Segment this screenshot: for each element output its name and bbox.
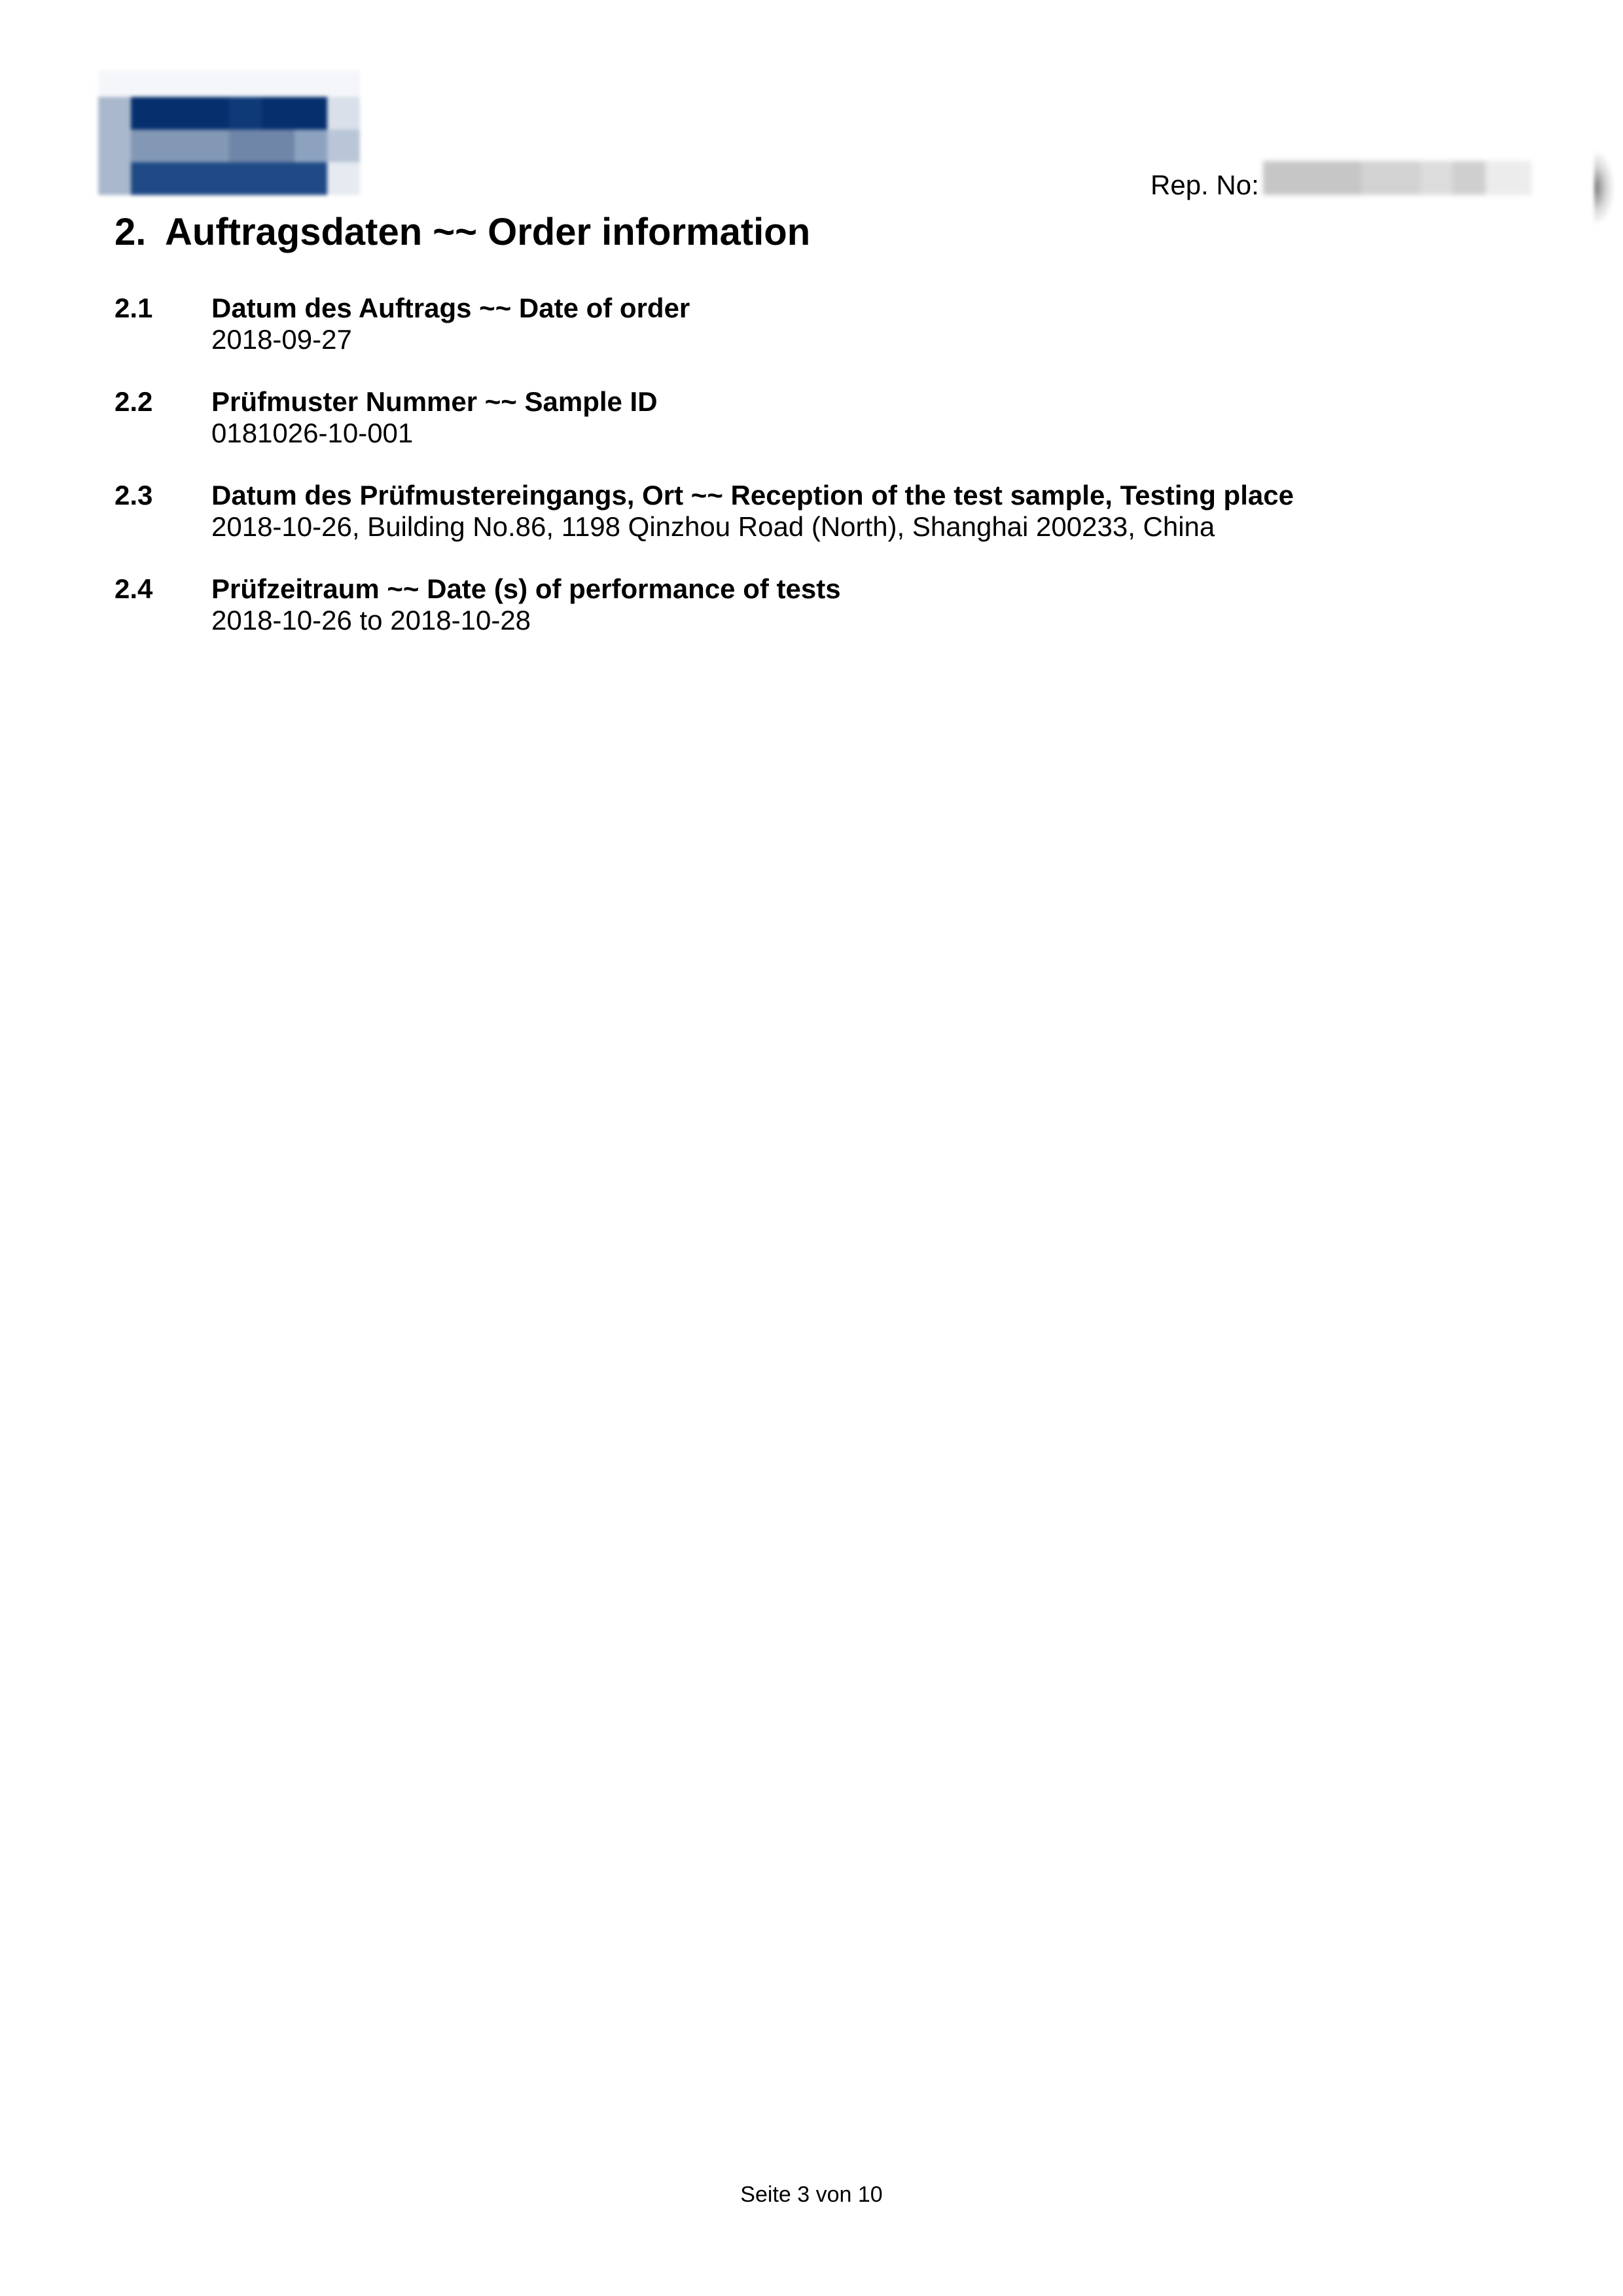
item-number: 2.4	[115, 573, 153, 604]
item-number: 2.1	[115, 293, 153, 323]
item-title: Prüfmuster Nummer ~~ Sample ID	[211, 386, 658, 417]
section-number: 2.	[115, 211, 147, 253]
page-edge-shadow	[1594, 152, 1614, 224]
item-value: 2018-09-27	[211, 324, 352, 355]
item-number: 2.2	[115, 386, 153, 417]
section-title: Auftragsdaten ~~ Order information	[165, 211, 811, 253]
page-number: Seite 3 von 10	[740, 2182, 883, 2207]
company-logo-icon	[98, 71, 360, 195]
redacted-report-number	[1263, 161, 1531, 195]
item-number: 2.3	[115, 480, 153, 511]
item-title: Datum des Prüfmustereingangs, Ort ~~ Reception of the test sample, Testing place	[211, 480, 1294, 511]
section-heading	[115, 209, 810, 255]
item-title: Datum des Auftrags ~~ Date of order	[211, 293, 690, 323]
item-value: 0181026-10-001	[211, 418, 414, 448]
item-title: Prüfzeitraum ~~ Date (s) of performance of tests	[211, 573, 841, 604]
item-value: 2018-10-26, Building No.86, 1198 Qinzhou Road (North), Shanghai 200233, China	[211, 511, 1215, 542]
item-value: 2018-10-26 to 2018-10-28	[211, 605, 531, 636]
report-number-label: Rep. No:	[1150, 170, 1259, 200]
